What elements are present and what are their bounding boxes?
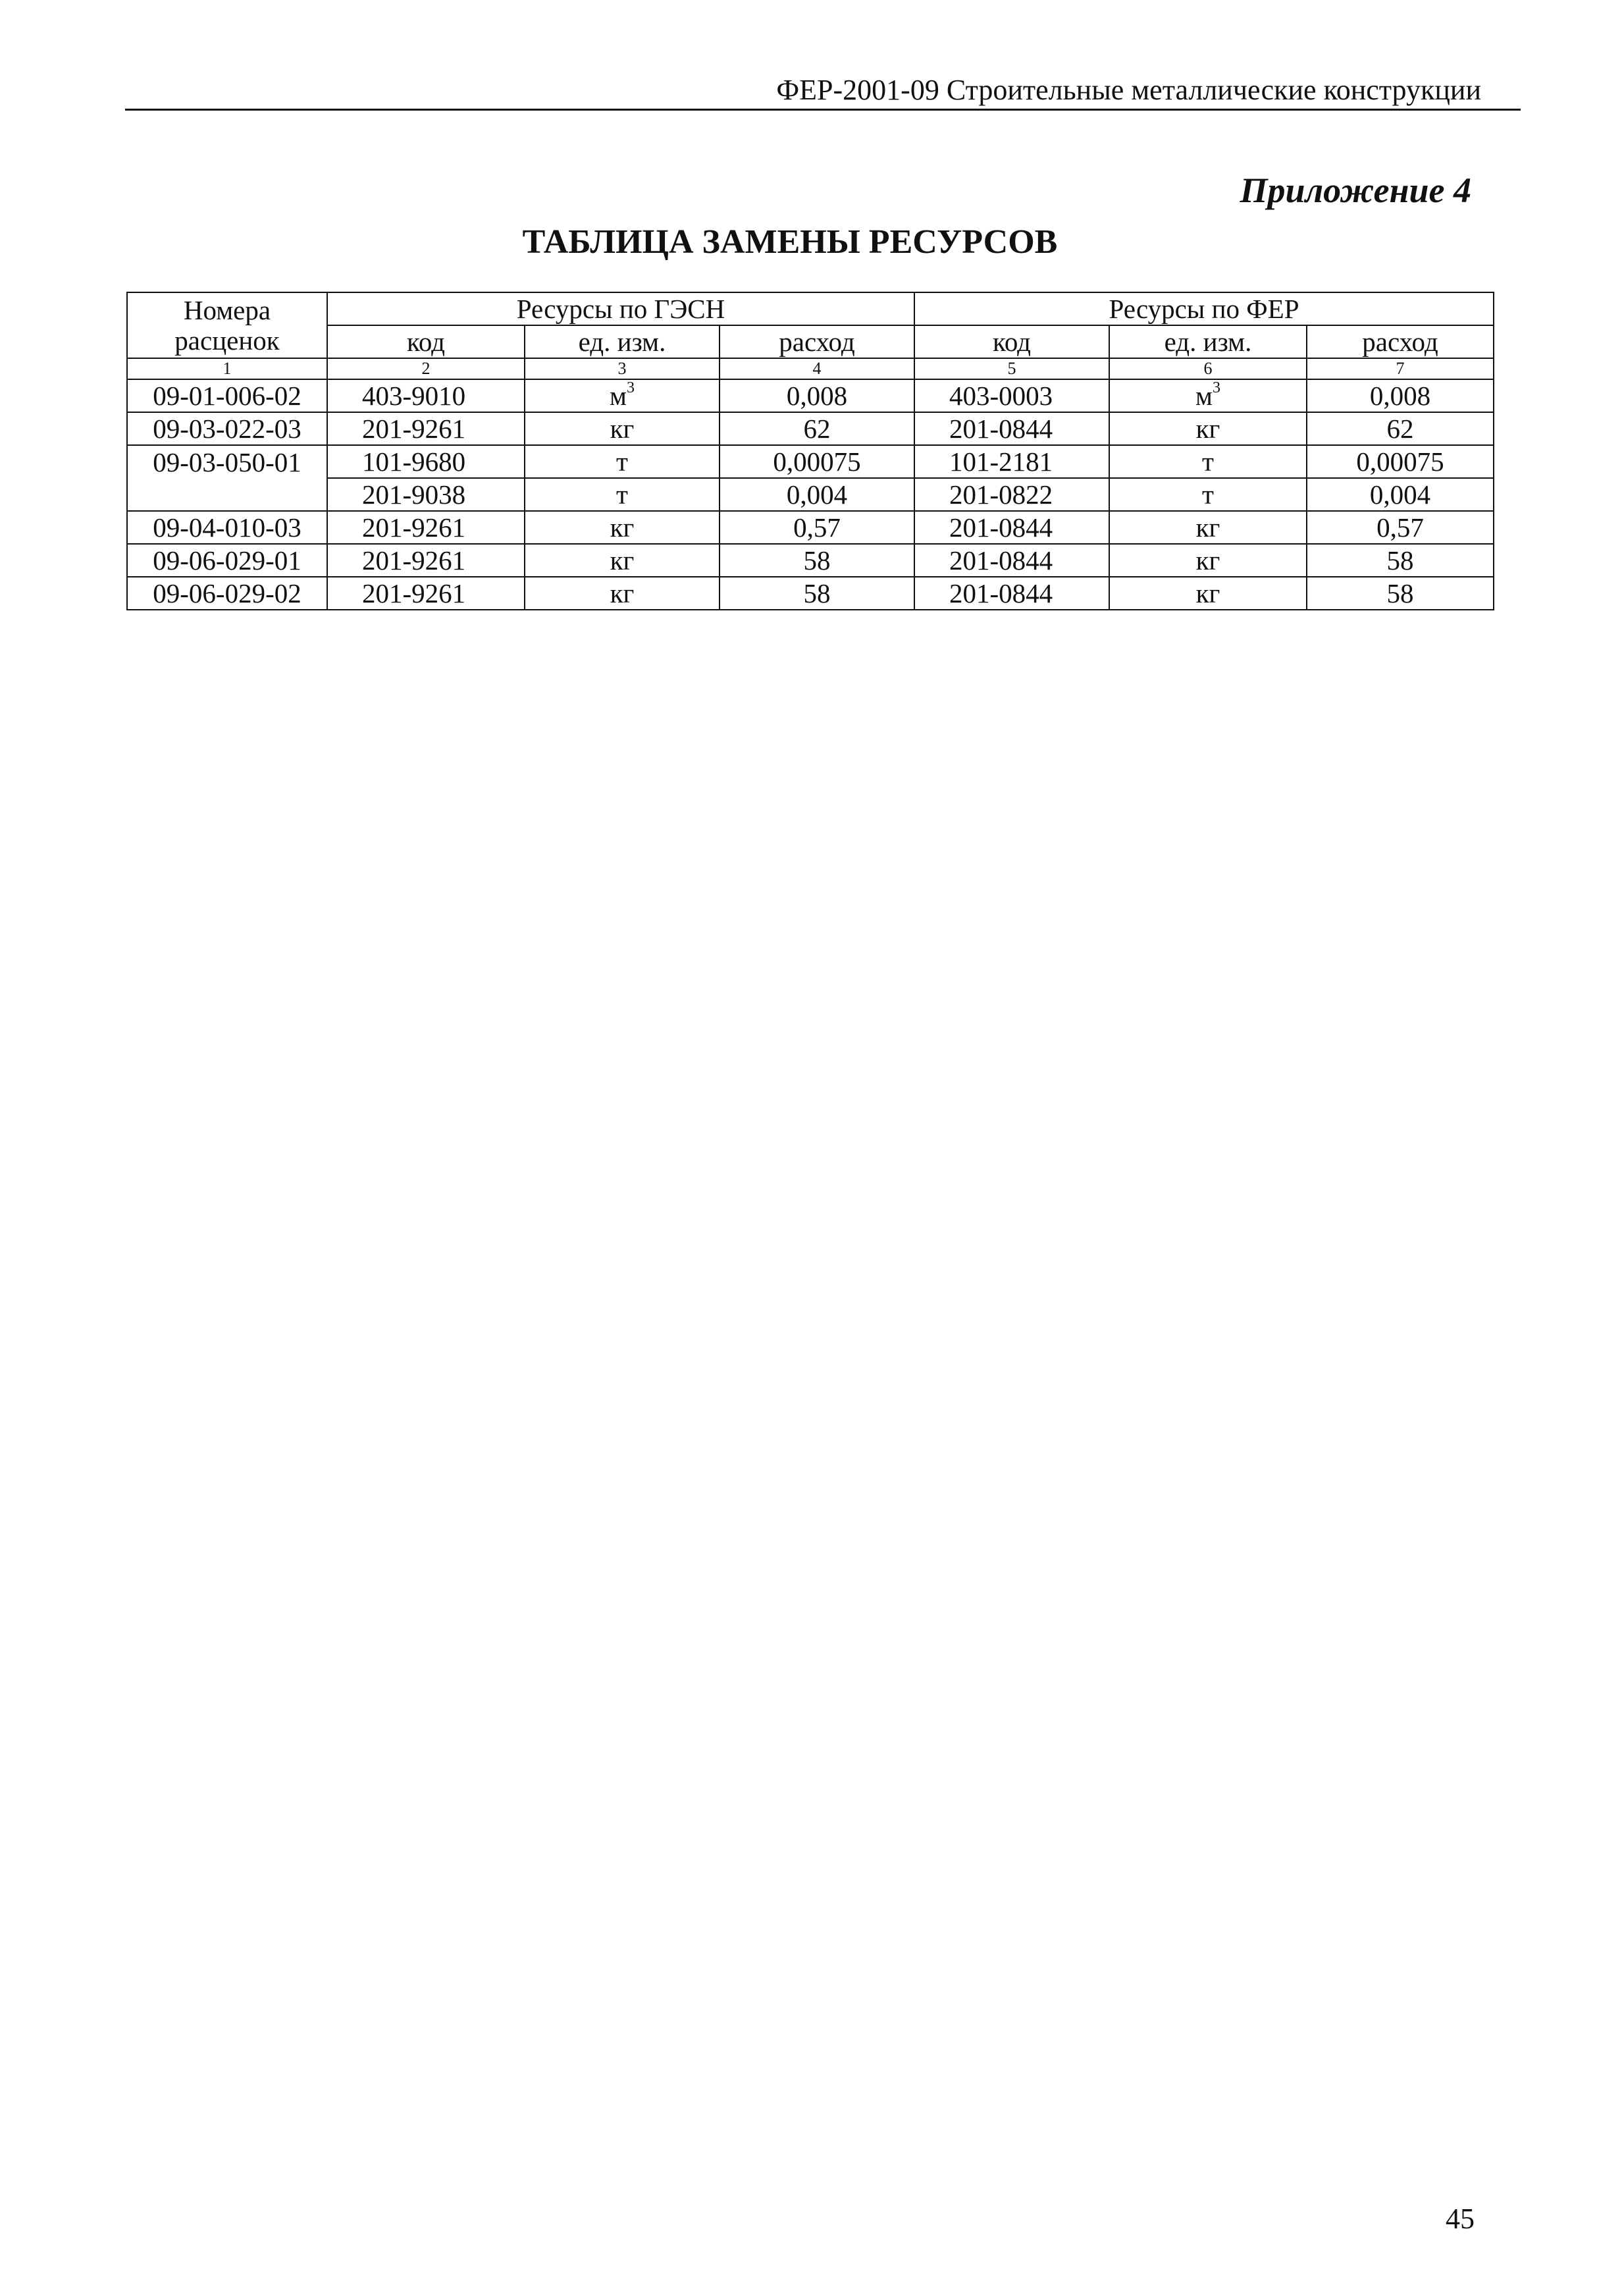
fer-unit: кг (1109, 511, 1307, 544)
fer-unit: т (1109, 478, 1307, 511)
appendix-label: Приложение 4 (1240, 171, 1471, 210)
fer-code: 201-0844 (914, 412, 1109, 445)
resource-table-container (126, 292, 1494, 610)
table-row (127, 577, 1494, 610)
gesn-unit: т (525, 478, 720, 511)
column-number: 5 (914, 358, 1109, 379)
header-gesn-group: Ресурсы по ГЭСН (327, 292, 914, 325)
gesn-code: 101-9680 (327, 445, 525, 478)
header-rates-label: Номера расценок (174, 295, 280, 356)
gesn-amount: 62 (720, 412, 914, 445)
fer-amount: 62 (1307, 412, 1494, 445)
rate-number: 09-04-010-03 (127, 511, 327, 544)
gesn-unit: кг (525, 577, 720, 610)
table-row (127, 478, 1494, 511)
gesn-unit: $м^3$ (525, 379, 720, 412)
fer-unit: кг (1109, 412, 1307, 445)
header-gesn-unit: ед. изм. (525, 325, 720, 358)
fer-unit: $м^3$ (1109, 379, 1307, 412)
gesn-amount: 58 (720, 544, 914, 577)
fer-code: 201-0822 (914, 478, 1109, 511)
rate-number: 09-06-029-01 (127, 544, 327, 577)
header-rates (127, 292, 327, 358)
fer-amount: 0,00075 (1307, 445, 1494, 478)
rate-number: 09-03-022-03 (127, 412, 327, 445)
table-row (127, 511, 1494, 544)
header-fer-unit: ед. изм. (1109, 325, 1307, 358)
header-fer-group: Ресурсы по ФЕР (914, 292, 1494, 325)
gesn-unit: кг (525, 511, 720, 544)
table-title: ТАБЛИЦА ЗАМЕНЫ РЕСУРСОВ (522, 223, 1058, 261)
fer-code: 201-0844 (914, 511, 1109, 544)
table-row (127, 445, 1494, 478)
gesn-code: 201-9038 (327, 478, 525, 511)
gesn-amount: 0,57 (720, 511, 914, 544)
fer-code: 201-0844 (914, 577, 1109, 610)
table-row (127, 544, 1494, 577)
column-number: 7 (1307, 358, 1494, 379)
gesn-code: 403-9010 (327, 379, 525, 412)
page-number: 45 (1446, 2203, 1475, 2235)
fer-amount: 58 (1307, 577, 1494, 610)
column-number: 3 (525, 358, 720, 379)
gesn-unit: т (525, 445, 720, 478)
fer-unit: кг (1109, 577, 1307, 610)
header-fer-code: код (914, 325, 1109, 358)
header-row-groups (127, 292, 1494, 325)
gesn-amount: 0,008 (720, 379, 914, 412)
fer-unit: т (1109, 445, 1307, 478)
fer-amount: 58 (1307, 544, 1494, 577)
gesn-unit: кг (525, 544, 720, 577)
rate-number: 09-03-050-01 (127, 445, 327, 478)
running-header: ФЕР-2001-09 Строительные металлические конструкции (776, 74, 1481, 106)
fer-unit: кг (1109, 544, 1307, 577)
column-number-row (127, 358, 1494, 379)
fer-code: 101-2181 (914, 445, 1109, 478)
fer-amount: 0,004 (1307, 478, 1494, 511)
fer-amount: 0,008 (1307, 379, 1494, 412)
column-number: 6 (1109, 358, 1307, 379)
rate-number: 09-01-006-02 (127, 379, 327, 412)
gesn-code: 201-9261 (327, 544, 525, 577)
header-gesn-code: код (327, 325, 525, 358)
fer-code: 201-0844 (914, 544, 1109, 577)
header-gesn-amount: расход (720, 325, 914, 358)
rate-number: 09-06-029-02 (127, 577, 327, 610)
gesn-code: 201-9261 (327, 577, 525, 610)
fer-amount: 0,57 (1307, 511, 1494, 544)
gesn-code: 201-9261 (327, 412, 525, 445)
header-fer-amount: расход (1307, 325, 1494, 358)
column-number: 4 (720, 358, 914, 379)
resource-replacement-table (126, 292, 1494, 610)
gesn-amount: 58 (720, 577, 914, 610)
fer-code: 403-0003 (914, 379, 1109, 412)
header-rule (125, 109, 1521, 111)
gesn-unit: кг (525, 412, 720, 445)
gesn-amount: 0,00075 (720, 445, 914, 478)
rate-number (127, 478, 327, 511)
table-row (127, 412, 1494, 445)
column-number: 1 (127, 358, 327, 379)
column-number: 2 (327, 358, 525, 379)
header-row-sub (127, 325, 1494, 358)
table-row (127, 379, 1494, 412)
gesn-amount: 0,004 (720, 478, 914, 511)
gesn-code: 201-9261 (327, 511, 525, 544)
